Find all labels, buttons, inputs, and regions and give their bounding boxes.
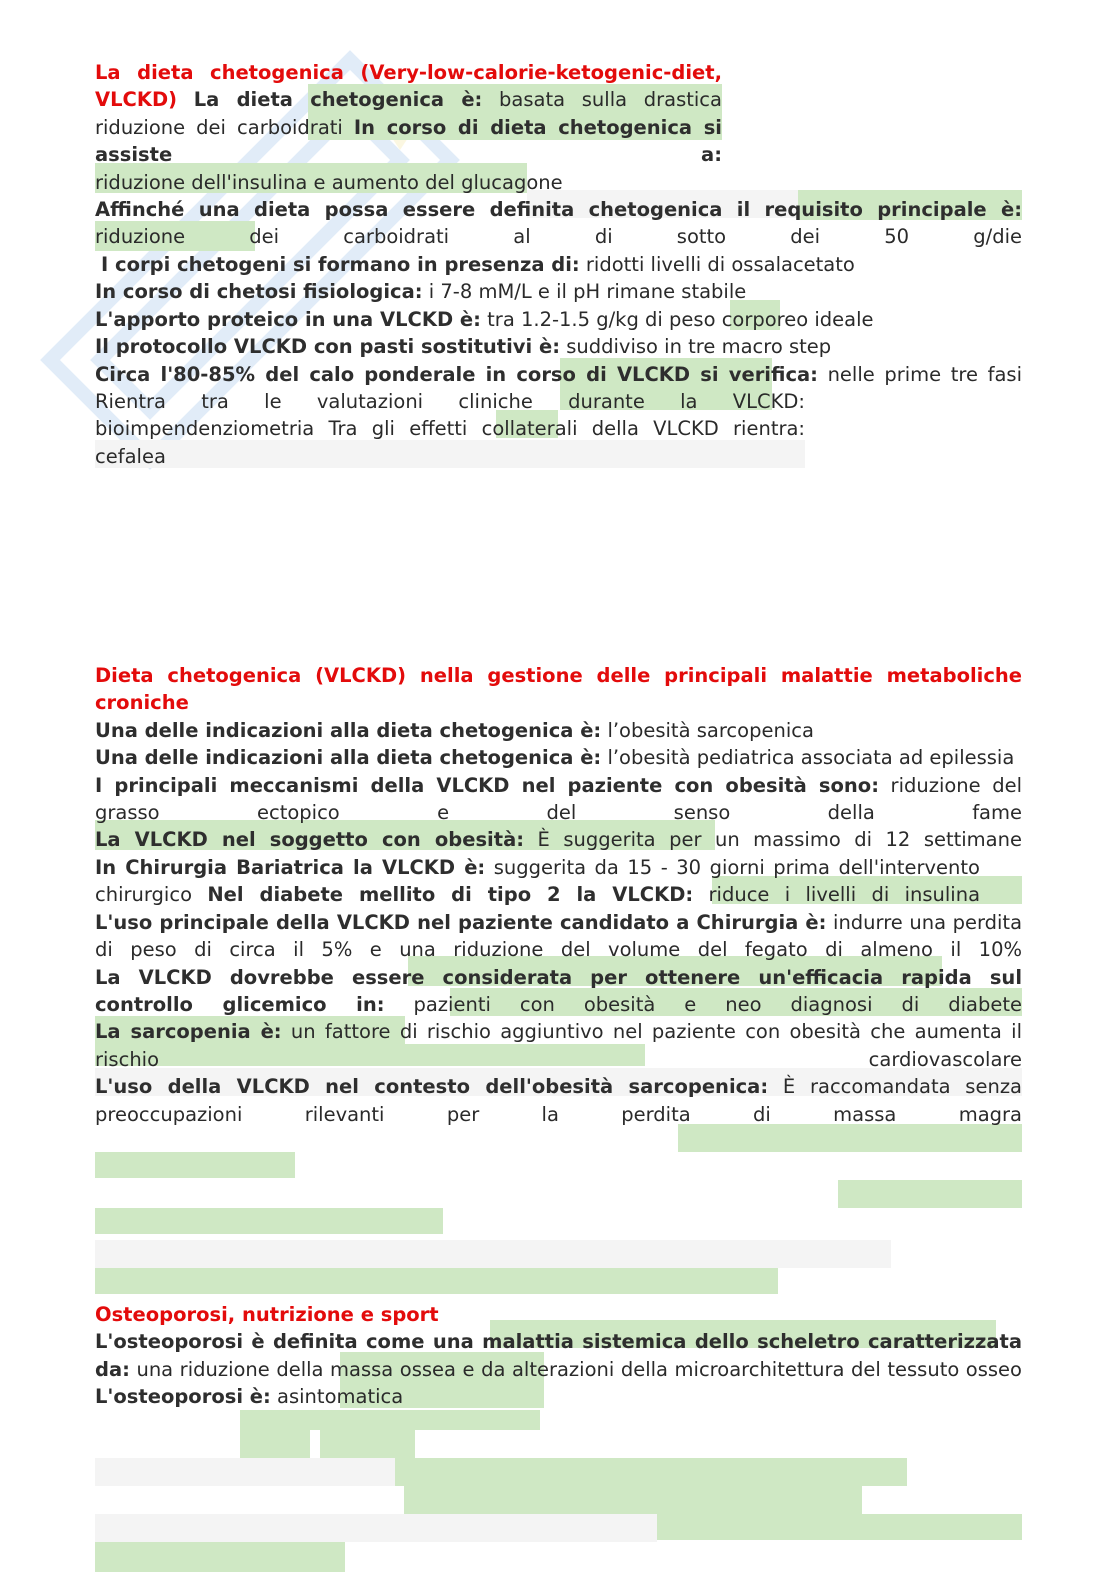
qa-item (95, 278, 1022, 305)
question: Nel diabete mellito di tipo 2 la VLCKD: (207, 883, 694, 907)
section-ketogenic-diet (95, 59, 1022, 498)
answer: riduzione dei carboidrati al di sotto dei 50 g/die (95, 225, 1022, 249)
question: Circa l'80-85% del calo ponderale in corso di VLCKD si verifica: (95, 362, 818, 386)
section-title: Dieta chetogenica (VLCKD) nella gestione delle principali malattie metaboliche croniche (95, 664, 1022, 715)
question: In Chirurgia Bariatrica la VLCKD è: (95, 855, 486, 879)
question: Rientra tra le valutazioni cliniche durante la VLCKD: (95, 389, 805, 413)
answer: l’obesità pediatrica associata ad epilessia (607, 746, 1015, 770)
question: I principali meccanismi della VLCKD nel paziente con obesità sono: (95, 773, 879, 797)
answer: È raccomandata senza preoccupazioni rilevanti per la perdita di massa magra (95, 1075, 1023, 1126)
section-title: Osteoporosi, nutrizione e sport (95, 1303, 439, 1326)
answer: riduzione del grasso ectopico e del senso della fame (95, 773, 1022, 825)
question: La dieta chetogenica è: (193, 88, 483, 112)
answer: asintomatica (277, 1385, 404, 1409)
question: In corso di dieta chetogenica si assiste a: (95, 115, 722, 167)
answer: pazienti con obesità e neo diagnosi di diabete (413, 992, 1023, 1016)
answer: ridotti livelli di ossalacetato (585, 252, 855, 276)
section-title: La dieta chetogenica (Very-low-calorie-ketogenic-diet, VLCKD) (95, 61, 722, 112)
question: L'uso della VLCKD nel contesto dell'obesità sarcopenica: (95, 1075, 769, 1099)
question: Tra gli effetti collaterali della VLCKD rientra: (328, 417, 805, 441)
answer: basata sulla drastica riduzione dei carboidrati (95, 88, 722, 139)
question: Una delle indicazioni alla dieta chetogenica è: (95, 746, 602, 770)
answer: suddiviso in tre macro step (566, 335, 832, 359)
answer: i 7-8 mM/L e il pH rimane stabile (428, 280, 747, 304)
answer: nelle prime tre fasi (827, 362, 1022, 386)
answer: riduce i livelli di insulina (708, 883, 981, 907)
qa-item (95, 744, 1022, 771)
section-osteoporosis (95, 1301, 1022, 1411)
answer: tra 1.2-1.5 g/kg di peso corporeo ideale (487, 307, 874, 331)
question: I corpi chetogeni si formano in presenza di: (101, 252, 580, 276)
qa-item (95, 388, 805, 498)
question: Una delle indicazioni alla dieta chetogenica è: (95, 718, 602, 742)
answer: bioimpendenziometria (95, 417, 315, 441)
answer: riduzione dell'insulina e aumento del glucagone (95, 170, 563, 194)
answer: È suggerita per un massimo di 12 settimane (537, 828, 1022, 852)
question: L'osteoporosi è definita come una malattia sistemica dello scheletro caratterizzata da: (95, 1330, 1022, 1381)
question: La VLCKD nel soggetto con obesità: (95, 828, 525, 852)
question: In corso di chetosi fisiologica: (95, 280, 423, 304)
answer: un fattore di rischio aggiuntivo nel paziente con obesità che aumenta il rischio cardiovascolare (95, 1020, 1023, 1071)
answer: una riduzione della massa ossea e da alterazioni della microarchitettura del tessuto osseo (136, 1357, 1022, 1381)
question: Affinché una dieta possa essere definita chetogenica il requisito principale è: (95, 198, 1022, 222)
section-vlckd-metabolic-diseases (95, 662, 1022, 1155)
question: L'apporto proteico in una VLCKD è: (95, 307, 481, 331)
question: L'osteoporosi è: (95, 1385, 271, 1409)
question: La sarcopenia è: (95, 1020, 282, 1044)
answer: l’obesità sarcopenica (607, 718, 814, 742)
question: La VLCKD dovrebbe essere considerata per ottenere un'efficacia rapida sul controllo glicemico in: (95, 965, 1022, 1016)
qa-item (95, 306, 1022, 333)
answer: cefalea (95, 444, 166, 468)
question: Il protocollo VLCKD con pasti sostitutivi è: (95, 335, 561, 359)
question: L'uso principale della VLCKD nel paziente candidato a Chirurgia è: (95, 910, 827, 934)
answer: indurre una perdita di peso di circa il 5% e una riduzione del volume del fegato di almeno il 10% (95, 910, 1023, 962)
qa-item (95, 1073, 1022, 1155)
answer: suggerita da 15 - 30 giorni prima dell'intervento chirurgico (95, 855, 980, 907)
qa-item (95, 333, 1022, 360)
